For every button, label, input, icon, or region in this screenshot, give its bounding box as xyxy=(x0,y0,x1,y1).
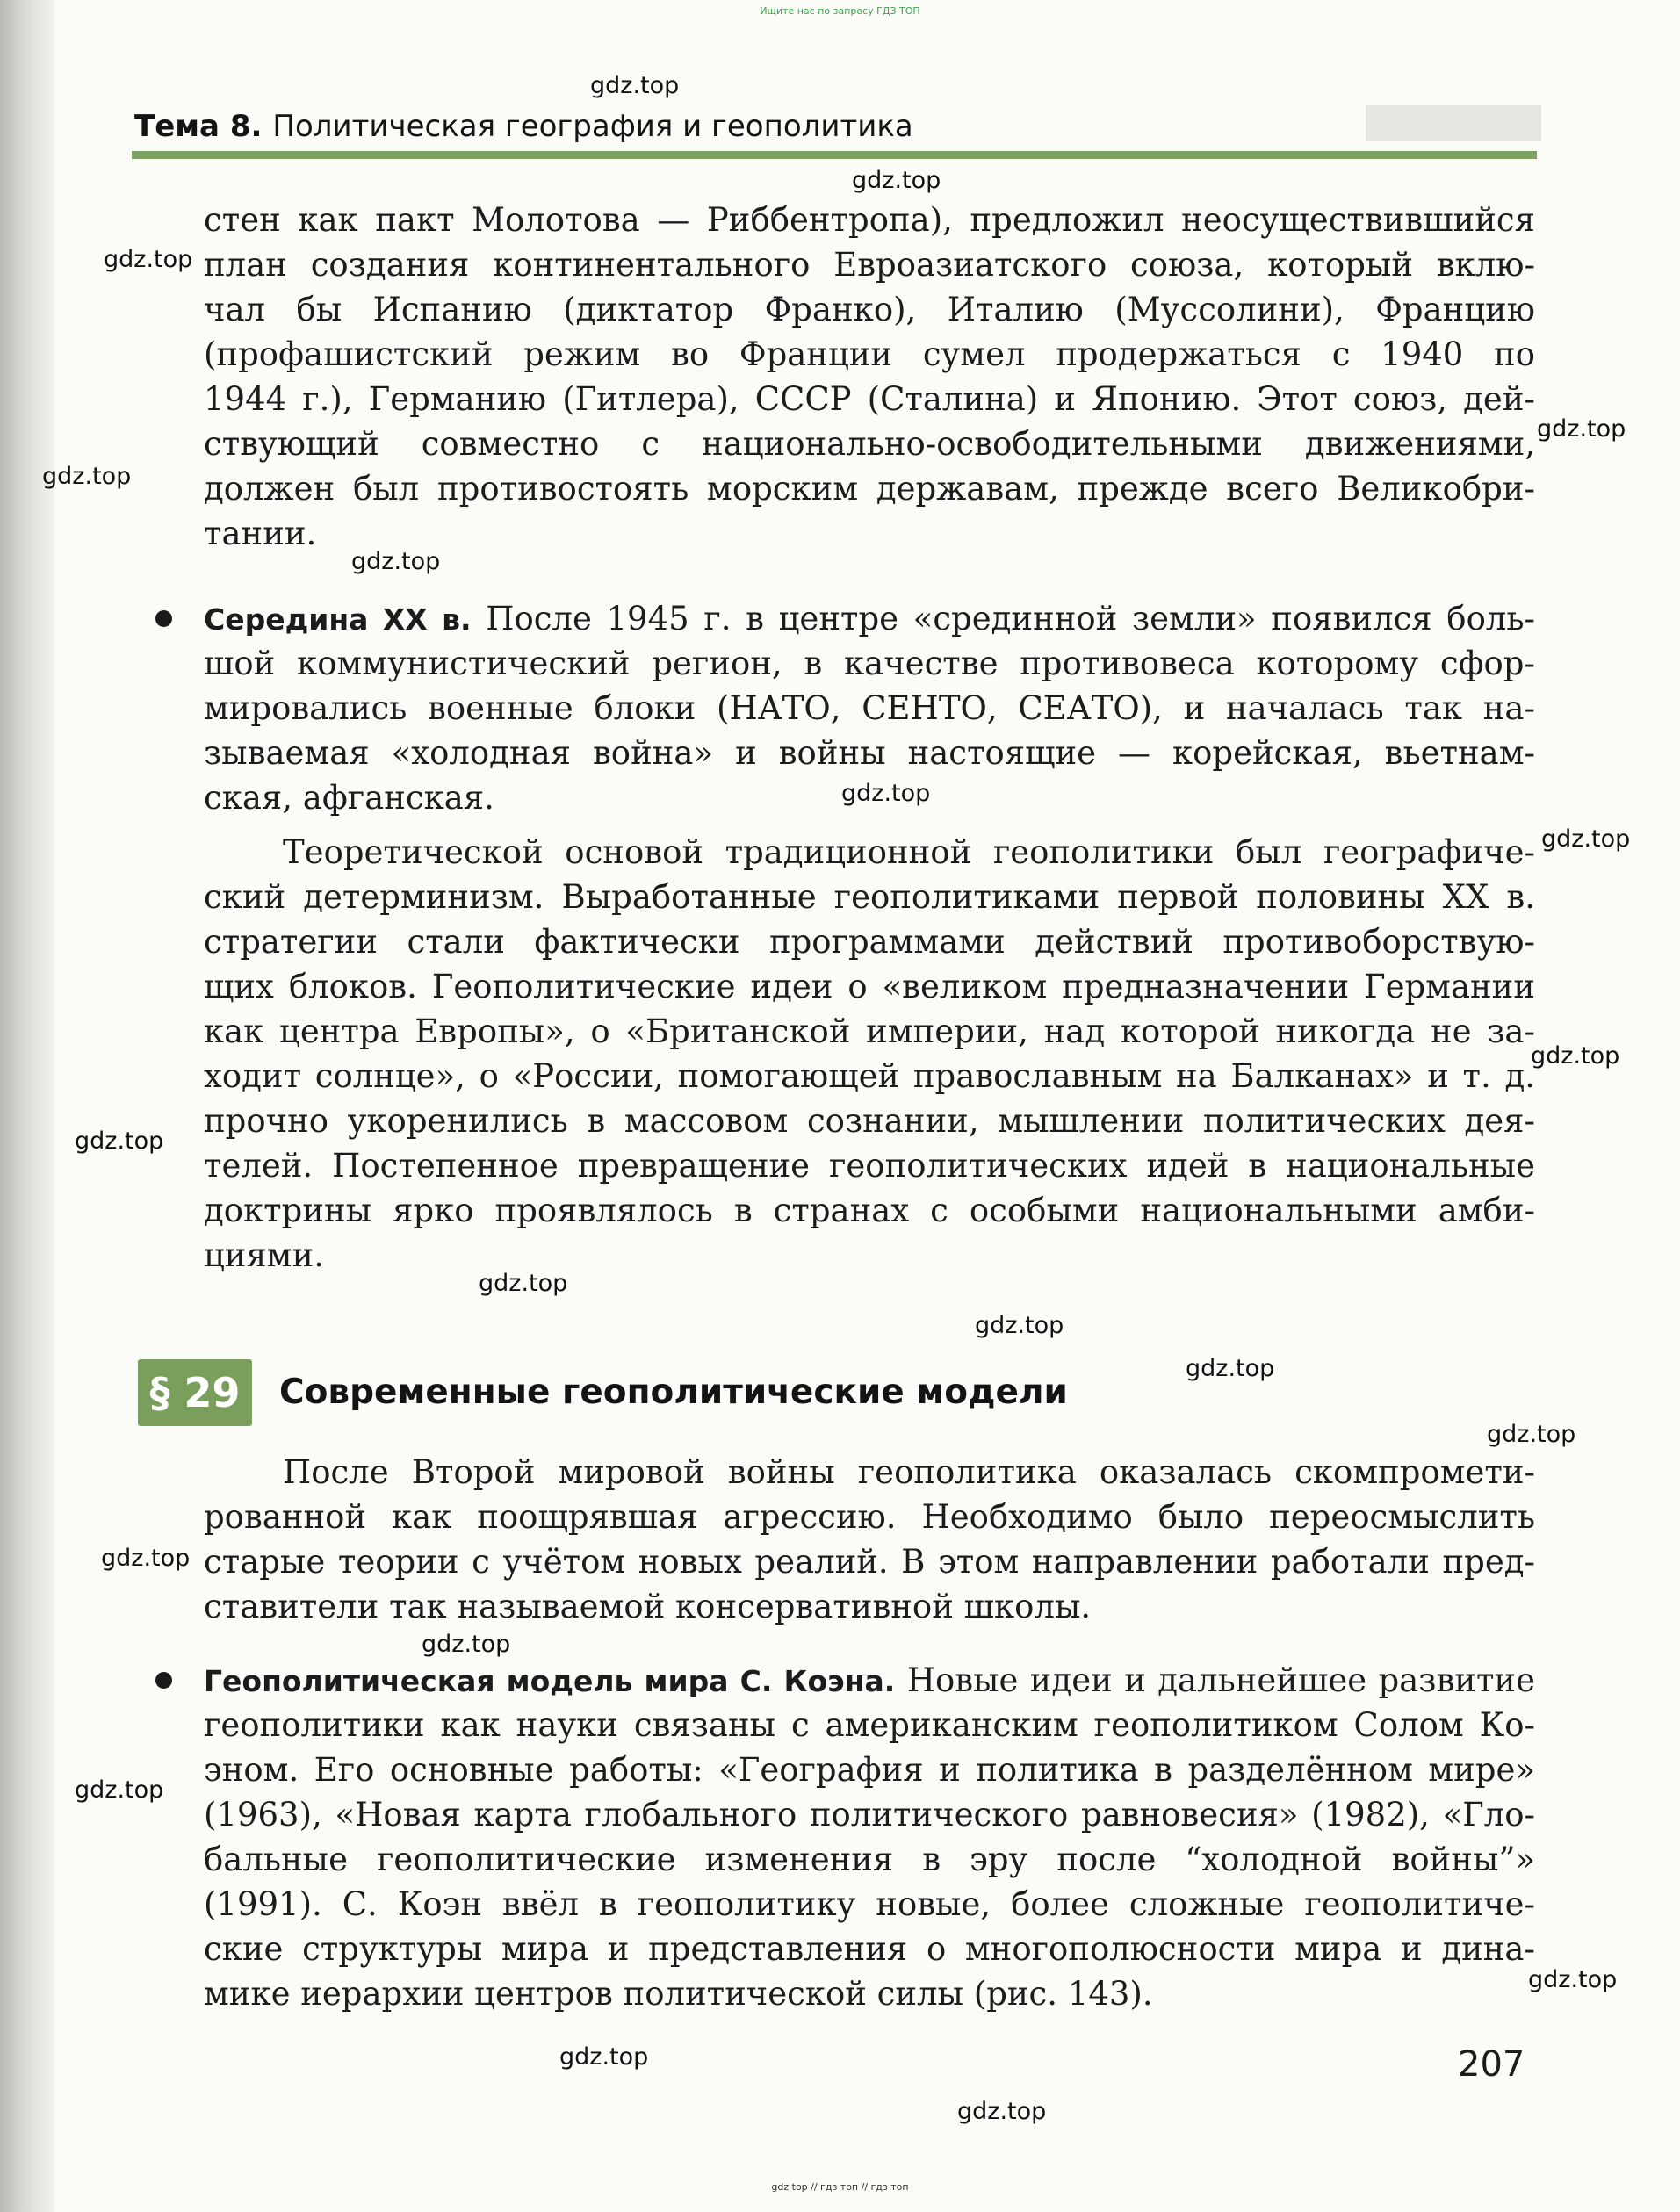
text-line: план создания континентального Евроазиатского союза, который вклю- xyxy=(204,246,1535,284)
text-line: старые теории с учётом новых реалий. В этом направлении работали пред- xyxy=(204,1543,1535,1581)
text-line: шой коммунистический регион, в качестве противовеса которому сфор- xyxy=(204,645,1535,682)
text-line: телей. Постепенное превращение геополитических идей в национальные xyxy=(204,1147,1535,1185)
text-line: тании. xyxy=(204,515,317,552)
section-number-badge: § 29 xyxy=(138,1359,252,1426)
watermark: gdz.top xyxy=(1487,1421,1576,1448)
text-line: (профашистский режим во Франции сумел продержаться с 1940 по xyxy=(204,335,1535,373)
bleed-through-header xyxy=(1366,105,1541,141)
bullet-dot xyxy=(155,1672,172,1689)
watermark: gdz.top xyxy=(559,2043,649,2071)
text-line: (1963), «Новая карта глобального политического равновесия» (1982), «Гло- xyxy=(204,1796,1535,1834)
watermark: gdz.top xyxy=(479,1270,568,1297)
watermark: gdz.top xyxy=(852,167,941,194)
page-header xyxy=(134,109,913,144)
watermark: gdz.top xyxy=(104,246,193,273)
bullet-term: Середина XX в. xyxy=(204,602,472,637)
text-line: геополитики как науки связаны с американским геополитиком Солом Ко- xyxy=(204,1706,1535,1744)
text-line: эном. Его основные работы: «География и политика в разделённом мире» xyxy=(204,1751,1535,1789)
page-number: 207 xyxy=(1458,2044,1525,2085)
text-line: зываемая «холодная война» и войны настоящие — корейская, вьетнам- xyxy=(204,734,1535,772)
bullet-term: Геополитическая модель мира С. Коэна. xyxy=(204,1664,896,1698)
watermark: gdz.top xyxy=(422,1631,511,1658)
header-title: Политическая география и геополитика xyxy=(272,109,913,144)
watermark: gdz.top xyxy=(75,1776,164,1804)
watermark: gdz.top xyxy=(101,1545,191,1572)
text-line: должен был противостоять морским державам, прежде всего Великобри- xyxy=(204,470,1535,508)
bullet-text: Новые идеи и дальнейшее развитие xyxy=(895,1661,1535,1699)
top-note: Ищите нас по запросу ГДЗ ТОП xyxy=(760,5,920,17)
header-topic: Тема 8. xyxy=(134,109,263,144)
watermark: gdz.top xyxy=(1528,1966,1618,1993)
text-line: мировались военные блоки (НАТО, СЕНТО, СЕАТО), и началась так на- xyxy=(204,689,1535,727)
text-line xyxy=(204,596,1535,641)
paragraph-2 xyxy=(204,830,1535,1278)
watermark: gdz.top xyxy=(351,548,441,575)
watermark: gdz.top xyxy=(1537,415,1626,443)
text-line: как центра Европы», о «Британской империи, над которой никогда не за- xyxy=(204,1012,1535,1050)
text-line: стратегии стали фактически программами действий противоборствую- xyxy=(204,923,1535,961)
text-line: Теоретической основой традиционной геополитики был географиче- xyxy=(283,833,1535,871)
bullet-text: После 1945 г. в центре «срединной земли» появился боль- xyxy=(471,600,1535,638)
text-line: прочно укоренились в массовом сознании, мышлении политических дея- xyxy=(204,1102,1535,1140)
text-line: бальные геополитические изменения в эру после “холодной войны”» xyxy=(204,1841,1535,1878)
text-line: рованной как поощрявшая агрессию. Необходимо было переосмыслить xyxy=(204,1498,1535,1536)
watermark: gdz.top xyxy=(1541,825,1631,853)
text-line: доктрины ярко проявлялось в странах с особыми национальными амби- xyxy=(204,1192,1535,1229)
paragraph-3 xyxy=(204,1450,1535,1629)
text-line: чал бы Испанию (диктатор Франко), Италию (Муссолини), Францию xyxy=(204,291,1535,328)
text-line: ходит солнце», о «России, помогающей православным на Балканах» и т. д. xyxy=(204,1057,1535,1095)
text-line: 1944 г.), Германию (Гитлера), СССР (Сталина) и Японию. Этот союз, дей- xyxy=(204,380,1535,418)
text-line: (1991). С. Коэн ввёл в геополитику новые, более сложные геополитиче- xyxy=(204,1885,1535,1923)
text-line: мике иерархии центров политической силы (рис. 143). xyxy=(204,1975,1153,2013)
watermark: gdz.top xyxy=(75,1128,164,1155)
watermark: gdz.top xyxy=(1186,1355,1275,1382)
watermark: gdz.top xyxy=(957,2098,1047,2125)
bullet-item-cohen-model xyxy=(204,1658,1535,2016)
text-line: ские структуры мира и представления о многополюсности мира и дина- xyxy=(204,1930,1535,1968)
text-line: ский детерминизм. Выработанные геополитиками первой половины XX в. xyxy=(204,878,1535,916)
text-line xyxy=(204,1658,1535,1703)
watermark: gdz.top xyxy=(975,1312,1064,1339)
text-line: циями. xyxy=(204,1236,324,1274)
text-line: стен как пакт Молотова — Риббентропа), предложил неосуществившийся xyxy=(204,201,1535,239)
watermark: gdz.top xyxy=(590,72,680,99)
book-spine-shadow xyxy=(0,0,54,2212)
watermark: gdz.top xyxy=(841,780,931,807)
watermark: gdz.top xyxy=(42,463,132,490)
paragraph-1 xyxy=(204,198,1535,556)
text-line: После Второй мировой войны геополитика оказалась скомпромети- xyxy=(283,1453,1535,1491)
header-rule xyxy=(132,151,1537,159)
text-line: ствующий совместно с национально-освободительными движениями, xyxy=(204,425,1535,463)
text-line: ская, афганская. xyxy=(204,779,494,817)
section-title: Современные геополитические модели xyxy=(279,1373,1068,1412)
text-line: щих блоков. Геополитические идеи о «великом предназначении Германии xyxy=(204,968,1535,1005)
bottom-note: gdz top // гдз топ // гдз топ xyxy=(771,2181,909,2193)
watermark: gdz.top xyxy=(1531,1042,1620,1070)
bullet-dot xyxy=(155,610,172,627)
text-line: ставители так называемой консервативной школы. xyxy=(204,1588,1092,1625)
